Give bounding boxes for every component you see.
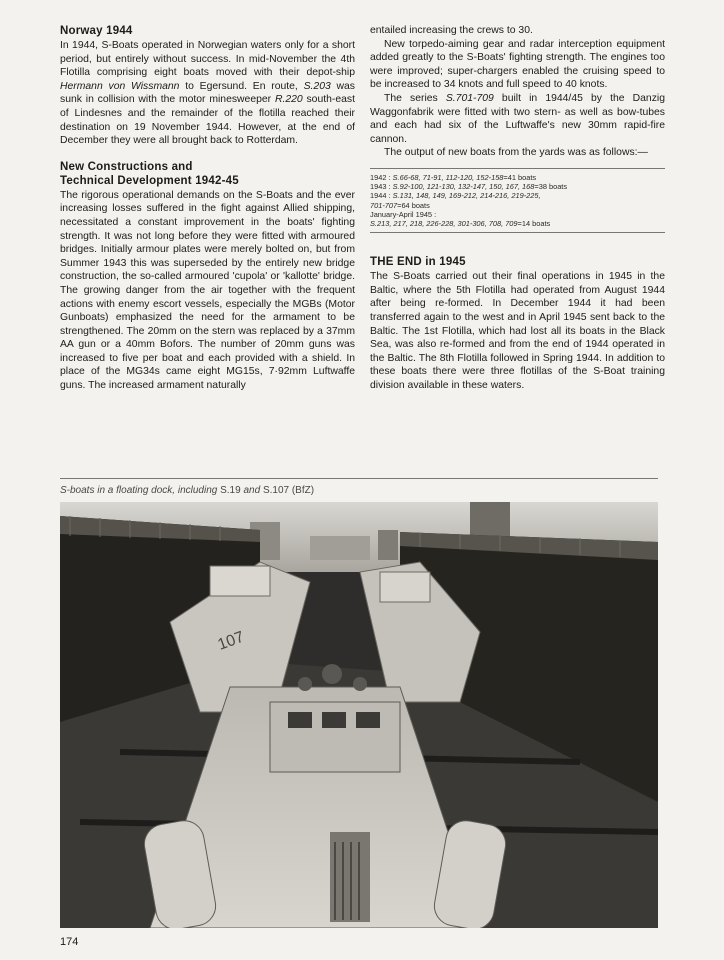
body-paragraph: New torpedo-aiming gear and radar interception equipment added greatly to the S-Boats' fighting strength. The engines too were improved; super-chargers enabled the cruising speed to be increased to 34 knots and full speed to 40 knots. <box>370 38 665 91</box>
section-heading-norway: Norway 1944 <box>60 25 133 37</box>
body-paragraph: entailed increasing the crews to 30. <box>370 25 533 36</box>
dock-photo-illustration <box>60 502 658 928</box>
divider <box>370 232 665 233</box>
body-paragraph: In 1944, S-Boats operated in Norwegian waters only for a short period, but entirely without success. In mid-November the 4th Flotilla comprising eight boats moved with their depot-ship Hermann von Wissmann to Egersund. En route, S.203 was sunk in collision with the motor minesweeper R.220 south-east of Lindesnes and the remainder of the flotilla reached their destination on 19 November 1944. However, at the end of December they were all brought back to Rotterdam. <box>60 40 355 147</box>
output-row: 1944 : S.131, 148, 149, 169-212, 214-216, 219-225, <box>370 191 541 201</box>
hull-number-text: 107 <box>215 628 247 654</box>
photo-caption: S-boats in a floating dock, including S.19 and S.107 (BfZ) <box>60 485 315 496</box>
output-row: S.213, 217, 218, 226-228, 301-306, 708, 709=14 boats <box>370 218 551 228</box>
photo-floating-dock <box>60 502 658 928</box>
body-paragraph: The output of new boats from the yards was as follows:— <box>384 147 648 159</box>
caption-divider <box>60 478 658 479</box>
right-column <box>370 24 665 393</box>
body-paragraph: The rigorous operational demands on the S-Boats and the ever increasing losses suffered in the fight against Allied shipping, necessitated a constant improvement in the boats' fighting strength. It was not long before they were fitted with armoured bridges. Initially armour plates were merely bolted on, but from Summer 1943 this was superseded by the entirely new bridge construction, the so-called armoured 'cupola' or 'kallotte' bridge. The growing danger from the air together with the frequent actions with enemy escort vessels, especially the MGBs (Motor Gunboats) emphasized the need for the armament to be strengthened. The 20mm on the stern was replaced by a 37mm AA gun or a 40mm Bofors. The number of 20mm guns was increased to five per boat and each provided with a shield. In place of the MG34s came eight MG15s, 7·92mm Luftwaffe guns. The increased armament naturally <box>60 189 355 392</box>
output-row: 701-707=64 boats <box>370 200 430 210</box>
section-heading-the-end: THE END in 1945 <box>370 256 466 269</box>
page-number: 174 <box>60 936 79 948</box>
left-column <box>60 24 355 393</box>
body-paragraph: The S-Boats carried out their final operations in 1945 in the Baltic, where the 5th Flotilla had operated from August 1944 after being re-formed. In December 1944 it had been transferred again to the west and in April 1945 sent back to the Baltic. The 1st Flotilla, which had lost all its boats in the Black Sea, was also re-formed and from the end of 1944 operated in the Baltic. The 8th Flotilla followed in Spring 1944. In addition to these boats there were three flotillas of the S-Boat training division available in these waters. <box>370 271 665 391</box>
section-heading-new-constructions: New Constructions and Technical Development 1942-45 <box>60 160 239 187</box>
output-table <box>370 173 665 228</box>
body-paragraph: The series S.701-709 built in 1944/45 by the Danzig Waggonfabrik were fitted with two stern- as well as bow-tubes and each had six of the Luftwaffe's new 30mm rapid-fire cannon. <box>370 92 665 145</box>
output-row: 1943 : S.92-100, 121-130, 132-147, 150, 167, 168=38 boats <box>370 182 568 192</box>
output-row: January-April 1945 : <box>370 209 437 219</box>
output-row: 1942 : S.66-68, 71-91, 112-120, 152-158=41 boats <box>370 172 537 182</box>
divider <box>370 168 665 169</box>
